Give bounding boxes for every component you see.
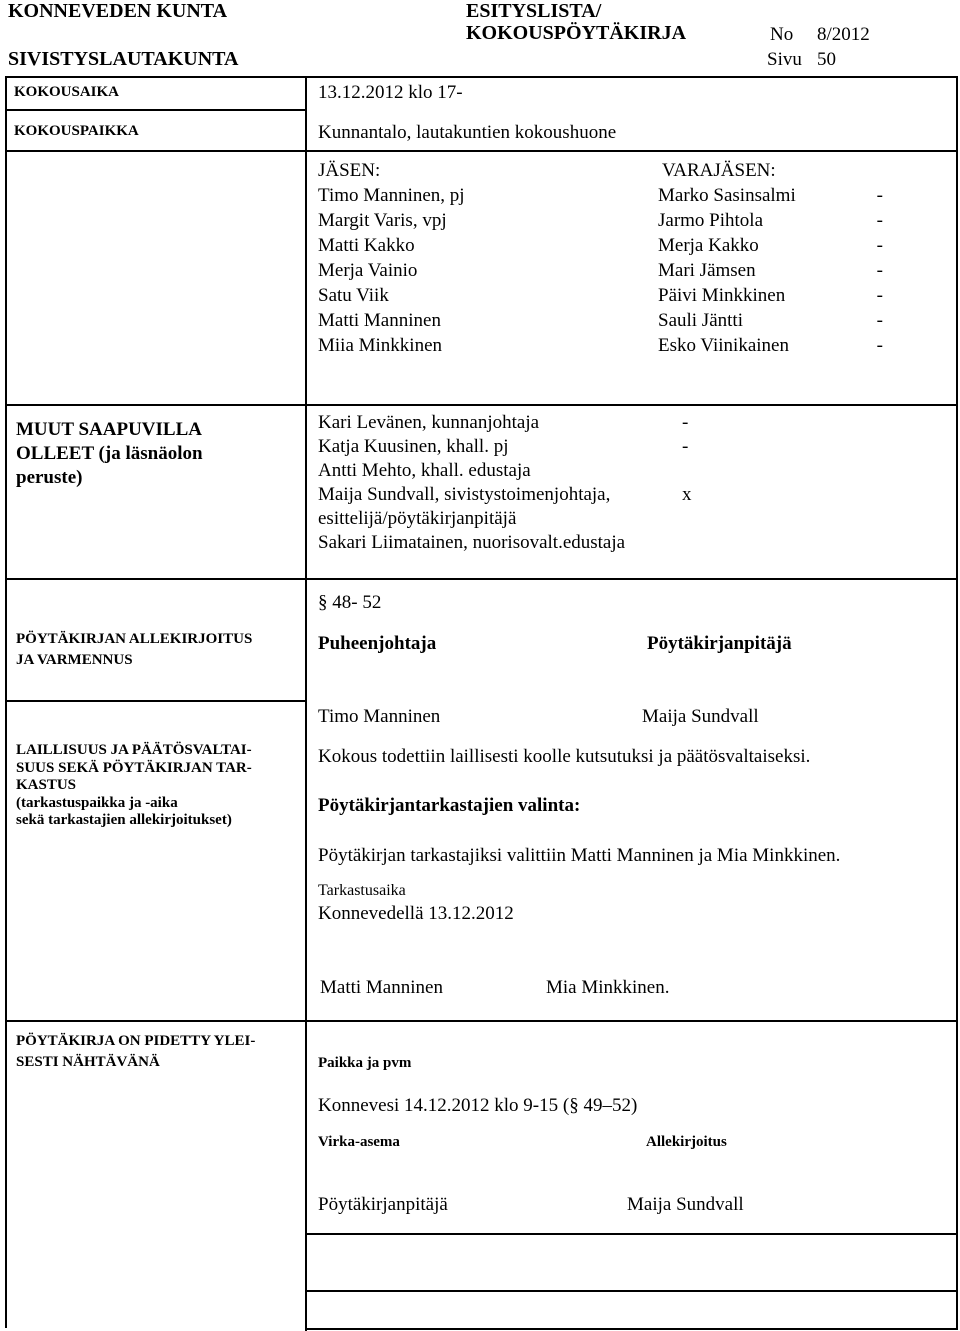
member-row <box>318 235 883 260</box>
frame-right-line <box>956 76 958 1328</box>
row-divider-signature <box>5 700 305 702</box>
others-line: esittelijä/pöytäkirjanpitäjä <box>318 508 517 529</box>
doc-number-label: No <box>770 24 794 45</box>
row-divider-time <box>5 109 305 111</box>
members-heading: JÄSEN: <box>318 160 381 181</box>
deputy-name: Esko Viinikainen <box>658 335 789 356</box>
position-value: Pöytäkirjanpitäjä <box>318 1194 448 1215</box>
secretary-name: Maija Sundvall <box>642 706 759 727</box>
deputies-heading: VARAJÄSEN: <box>662 160 776 181</box>
attendance-mark: - <box>876 210 883 231</box>
others-label-line: peruste) <box>16 467 83 488</box>
frame-left-line <box>5 76 7 1328</box>
member-name: Satu Viik <box>318 285 389 306</box>
signature-label: Allekirjoitus <box>646 1134 727 1150</box>
row-divider-place <box>5 150 958 152</box>
position-label: Virka-asema <box>318 1134 400 1150</box>
chair-heading: Puheenjohtaja <box>318 633 437 654</box>
municipality-name: KONNEVEDEN KUNTA <box>8 0 228 22</box>
others-line: Sakari Liimatainen, nuorisovalt.edustaja <box>318 532 626 553</box>
member-name: Merja Vainio <box>318 260 418 281</box>
public-display-label-line-1: PÖYTÄKIRJA ON PIDETTY YLEI- <box>16 1033 256 1049</box>
deputy-name: Merja Kakko <box>658 235 759 256</box>
doc-type-line-1: ESITYSLISTA/ <box>466 0 602 22</box>
others-present-label <box>16 418 203 490</box>
attendance-mark: - <box>876 285 883 306</box>
deputy-name: Marko Sasinsalmi <box>658 185 796 206</box>
deputy-name: Päivi Minkkinen <box>658 285 786 306</box>
member-name: Miia Minkkinen <box>318 335 443 356</box>
board-name: SIVISTYSLAUTAKUNTA <box>8 48 239 70</box>
meeting-time-label: KOKOUSAIKA <box>14 84 120 100</box>
inspection-place-date: Konnevedellä 13.12.2012 <box>318 903 514 924</box>
inspectors-text: Pöytäkirjan tarkastajiksi valittiin Matti Manninen ja Mia Minkkinen. <box>318 845 841 866</box>
others-mark <box>682 531 692 555</box>
inspector-1-name: Matti Manninen <box>320 977 443 998</box>
member-name: Matti Kakko <box>318 235 415 256</box>
doc-type-line-2: KOKOUSPÖYTÄKIRJA <box>466 22 687 44</box>
signature-label-line-2: JA VARMENNUS <box>16 652 133 668</box>
meeting-place-value: Kunnantalo, lautakuntien kokoushuone <box>318 122 617 143</box>
others-line: Kari Levänen, kunnanjohtaja <box>318 412 540 433</box>
member-name: Timo Manninen, pj <box>318 185 465 206</box>
legality-label-line: LAILLISUUS JA PÄÄTÖSVALTAI- <box>16 742 252 758</box>
inspector-2-name: Mia Minkkinen. <box>546 977 670 998</box>
legality-label-line: SUUS SEKÄ PÖYTÄKIRJAN TAR- <box>16 759 252 776</box>
others-mark <box>682 459 692 483</box>
legality-label-line: (tarkastuspaikka ja -aika <box>16 794 178 811</box>
others-line: Maija Sundvall, sivistystoimenjohtaja, <box>318 484 611 505</box>
others-line: Antti Mehto, khall. edustaja <box>318 460 531 481</box>
others-mark: - <box>682 412 689 433</box>
attendance-mark: - <box>876 310 883 331</box>
attendance-mark: - <box>876 235 883 256</box>
page-value: 50 <box>817 49 836 70</box>
member-row <box>318 260 883 285</box>
others-present-list <box>318 411 625 555</box>
deputy-name: Sauli Jäntti <box>658 310 743 331</box>
frame-bottom-line <box>305 1328 958 1330</box>
member-name: Margit Varis, vpj <box>318 210 447 231</box>
attendance-mark: - <box>876 185 883 206</box>
row-divider-legality <box>5 1020 958 1022</box>
meeting-time-value: 13.12.2012 klo 17- <box>318 82 463 103</box>
legality-statement: Kokous todettiin laillisesti koolle kutsutuksi ja päätösvaltaiseksi. <box>318 746 811 767</box>
secretary-heading: Pöytäkirjanpitäjä <box>647 633 792 654</box>
attendance-mark: - <box>876 335 883 356</box>
column-divider <box>305 76 307 1331</box>
row-divider-others <box>5 578 958 580</box>
signature-label-line-1: PÖYTÄKIRJAN ALLEKIRJOITUS <box>16 631 253 647</box>
member-row <box>318 285 883 310</box>
legality-label-line: KASTUS <box>16 777 77 793</box>
frame-top-line <box>5 76 958 78</box>
doc-number-value: 8/2012 <box>817 24 870 45</box>
section-reference: § 48- 52 <box>318 592 382 613</box>
others-label-line: OLLEET (ja läsnäolon <box>16 443 203 464</box>
place-date-value: Konnevesi 14.12.2012 klo 9-15 (§ 49–52) <box>318 1095 638 1116</box>
meeting-place-label: KOKOUSPAIKKA <box>14 123 139 139</box>
place-date-label: Paikka ja pvm <box>318 1055 412 1071</box>
inspectors-heading: Pöytäkirjantarkastajien valinta: <box>318 795 581 816</box>
others-mark <box>682 507 692 531</box>
signer-value: Maija Sundvall <box>627 1194 744 1215</box>
row-divider-public-2 <box>305 1290 958 1292</box>
member-row <box>318 210 883 235</box>
legality-label <box>16 742 252 830</box>
member-row <box>318 335 883 360</box>
page-label: Sivu <box>767 49 802 70</box>
member-name: Matti Manninen <box>318 310 441 331</box>
attendance-mark: - <box>876 260 883 281</box>
others-mark: - <box>682 436 689 457</box>
legality-label-line: sekä tarkastajien allekirjoitukset) <box>16 812 232 828</box>
others-marks <box>682 411 692 555</box>
public-display-label-line-2: SESTI NÄHTÄVÄNÄ <box>16 1054 160 1070</box>
row-divider-members <box>5 404 958 406</box>
row-divider-public-1 <box>305 1233 958 1235</box>
member-row <box>318 310 883 335</box>
others-line: Katja Kuusinen, khall. pj <box>318 436 509 457</box>
chair-name: Timo Manninen <box>318 706 441 727</box>
deputy-name: Jarmo Pihtola <box>658 210 764 231</box>
others-label-line: MUUT SAAPUVILLA <box>16 419 202 440</box>
member-row <box>318 185 883 210</box>
deputy-name: Mari Jämsen <box>658 260 756 281</box>
others-mark: x <box>682 484 692 505</box>
inspection-time-label: Tarkastusaika <box>318 882 406 899</box>
